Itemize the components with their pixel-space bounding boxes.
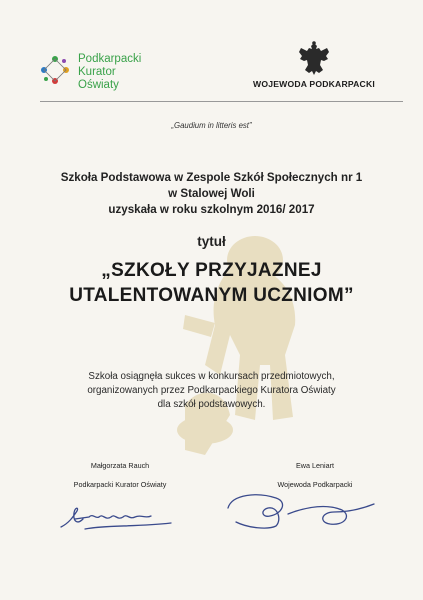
award-title	[0, 258, 423, 308]
school-line-3: uzyskała w roku szkolnym 2016/ 2017	[108, 203, 315, 216]
handwritten-signature-right	[218, 486, 378, 531]
eagle-emblem-icon	[297, 40, 331, 78]
description-line-2: organizowanych przez Podkarpackiego Kuratora Oświaty	[87, 385, 336, 396]
school-line-1: Szkoła Podstawowa w Zespole Szkół Społecznych nr 1	[60, 171, 363, 184]
award-title-line-1: „SZKOŁY PRZYJAZNEJ	[101, 260, 322, 281]
school-line-2: w Stalowej Woli	[168, 187, 255, 200]
kurator-logo	[40, 53, 175, 97]
title-label: tytuł	[197, 234, 226, 249]
header-divider	[40, 101, 403, 102]
logo-line-3: Oświaty	[78, 79, 119, 91]
signatory-role-right: Wojewoda Podkarpacki	[277, 480, 353, 489]
voivode-label: WOJEWODA PODKARPACKI	[253, 79, 375, 89]
description	[0, 370, 423, 412]
motto: „Gaudium in litteris est”	[171, 121, 252, 130]
signatory-name-left: Małgorzata Rauch	[90, 461, 150, 470]
description-line-3: dla szkół podstawowych.	[157, 399, 266, 410]
signatory-name-right: Ewa Leniart	[296, 461, 334, 470]
signatory-role-left: Podkarpacki Kurator Oświaty	[73, 480, 167, 489]
description-line-1: Szkoła osiągnęła sukces w konkursach przedmiotowych,	[88, 371, 335, 382]
kurator-logo-text	[78, 53, 141, 92]
signature-block-right	[245, 461, 385, 489]
handwritten-signature-left	[55, 497, 180, 537]
award-title-line-2: UTALENTOWANYM UCZNIOM”	[69, 285, 354, 306]
kurator-logo-icon	[40, 55, 70, 85]
logo-line-1: Podkarpacki	[78, 53, 142, 65]
logo-line-2: Kurator	[78, 66, 116, 78]
school-name-block	[0, 170, 423, 218]
signature-block-left	[50, 461, 190, 489]
